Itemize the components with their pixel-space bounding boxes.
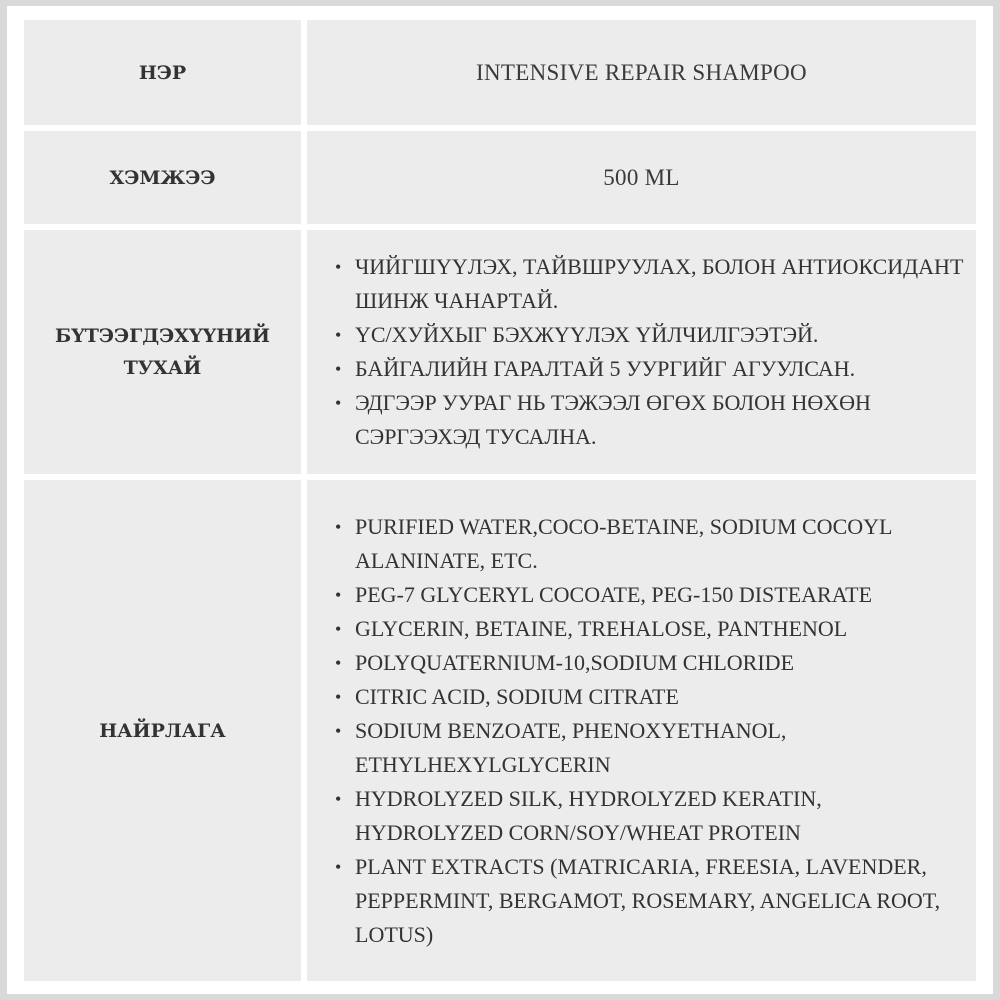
name-label: НЭР xyxy=(138,61,187,84)
name-label-cell xyxy=(24,20,301,125)
about-label-cell xyxy=(24,230,301,474)
about-item: • ЭДГЭЭР УУРАГ НЬ ТЭЖЭЭЛ ӨГӨХ БОЛОН НӨХӨН СЭРГЭЭХЭД ТУСАЛНА. xyxy=(355,386,965,454)
name-value-cell xyxy=(307,20,976,125)
ingredient-item: • HYDROLYZED SILK, HYDROLYZED KERATIN, HYDROLYZED CORN/SOY/WHEAT PROTEIN xyxy=(355,782,965,850)
size-label: ХЭМЖЭЭ xyxy=(109,166,216,189)
about-list xyxy=(335,250,965,454)
about-label xyxy=(55,320,270,384)
product-size: 500 ML xyxy=(603,164,680,190)
about-label-line-1: БҮТЭЭГДЭХҮҮНИЙ xyxy=(54,325,270,347)
ingredient-item: • GLYCERIN, BETAINE, TREHALOSE, PANTHENOL xyxy=(355,612,965,646)
ingredient-item: • SODIUM BENZOATE, PHENOXYETHANOL, ETHYLHEXYLGLYCERIN xyxy=(355,714,965,782)
ingredients-label-cell xyxy=(24,480,301,981)
product-name: INTENSIVE REPAIR SHAMPOO xyxy=(476,59,807,85)
size-label-cell xyxy=(24,131,301,224)
ingredient-item: • PLANT EXTRACTS (MATRICARIA, FREESIA, LAVENDER, PEPPERMINT, BERGAMOT, ROSEMARY, ANGELICA ROOT, LOTUS) xyxy=(355,850,965,952)
ingredient-item: • PEG-7 GLYCERYL COCOATE, PEG-150 DISTEARATE xyxy=(355,578,965,612)
ingredients-list xyxy=(335,510,965,952)
size-value-cell xyxy=(307,131,976,224)
about-item: • ҮС/ХУЙХЫГ БЭХЖҮҮЛЭХ ҮЙЛЧИЛГЭЭТЭЙ. xyxy=(355,318,965,352)
ingredients-value-cell xyxy=(307,480,976,981)
about-value-cell xyxy=(307,230,976,474)
ingredient-item: • POLYQUATERNIUM-10,SODIUM CHLORIDE xyxy=(355,646,965,680)
about-item: • ЧИЙГШҮҮЛЭХ, ТАЙВШРУУЛАХ, БОЛОН АНТИОКСИДАНТ ШИНЖ ЧАНАРТАЙ. xyxy=(355,250,965,318)
about-label-line-2: ТУХАЙ xyxy=(123,357,202,379)
ingredient-item: • PURIFIED WATER,COCO-BETAINE, SODIUM COCOYL ALANINATE, ETC. xyxy=(355,510,965,578)
about-item: • БАЙГАЛИЙН ГАРАЛТАЙ 5 УУРГИЙГ АГУУЛСАН. xyxy=(355,352,965,386)
ingredients-label: НАЙРЛАГА xyxy=(99,719,226,742)
ingredient-item: • CITRIC ACID, SODIUM CITRATE xyxy=(355,680,965,714)
